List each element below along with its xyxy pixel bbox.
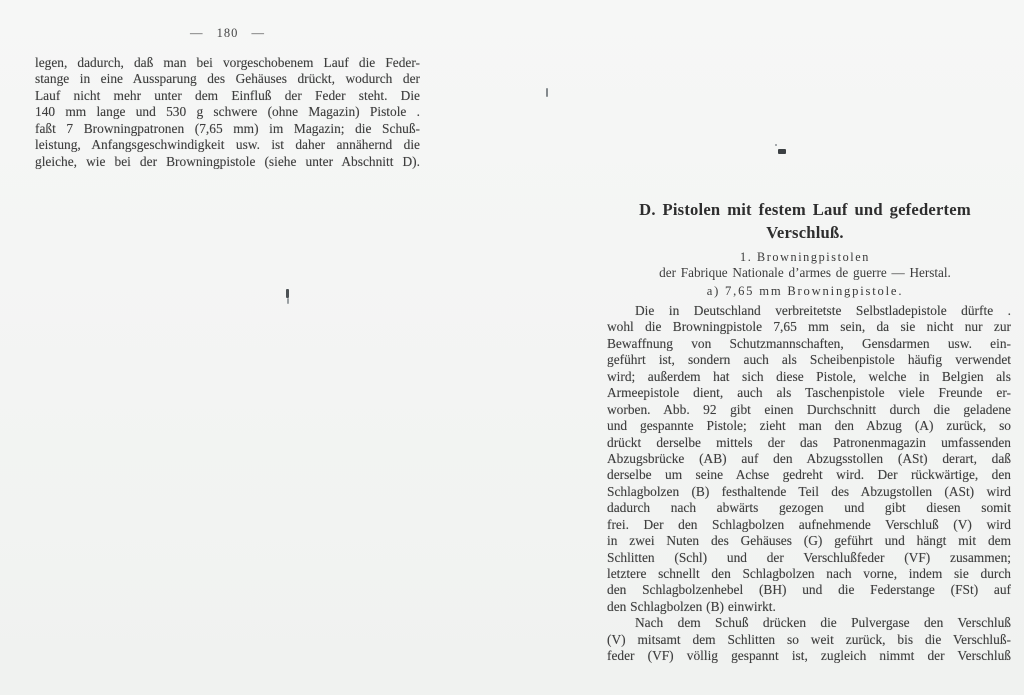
text-line: wohl die Browningpistole 7,65 mm sein, da sie nicht nur zur — [607, 319, 1011, 335]
right-page-body — [607, 303, 1011, 665]
text-line: dadurch nach abwärts gezogen und gibt diesen somit — [607, 500, 1011, 516]
text-line: den Schlagbolzen (B) einwirkt. — [607, 598, 776, 614]
section-heading-block — [598, 199, 1012, 300]
text-line: geführt ist, sondern auch als Scheibenpistole häufig verwendet — [607, 352, 1011, 368]
ink-speck — [287, 298, 289, 304]
text-line: und gespannte Pistole; zieht man den Abzug (A) zurück, so — [607, 418, 1011, 434]
text-line: den Schlagbolzenhebel (BH) und die Federstange (FSt) auf — [607, 582, 1011, 598]
text-line: Schlitten (Schl) und der Verschlußfeder (VF) zusammen; — [607, 549, 1011, 565]
left-page-paragraph — [35, 55, 420, 170]
text-line: faßt 7 Browningpatronen (7,65 mm) im Magazin; die Schuß- — [35, 120, 420, 136]
text-line: Bewaffnung von Schutzmannschaften, Gensdarmen usw. ein- — [607, 335, 1011, 351]
text-line: Die in Deutschland verbreitetste Selbstladepistole dürfte . — [635, 303, 1011, 318]
text-line: wird; außerdem hat sich diese Pistole, welche in Belgien als — [607, 368, 1011, 384]
text-line: in zwei Nuten des Gehäuses (G) geführt und hängt mit dem — [607, 533, 1011, 549]
text-line: stange in eine Aussparung des Gehäuses drückt, wodurch der — [35, 71, 420, 87]
text-line: Armeepistole dient, auch als Taschenpistole viele Freunde er- — [607, 385, 1011, 401]
text-line: gleiche, wie bei der Browningpistole (siehe unter Abschnitt D). — [35, 153, 420, 169]
text-line: Abzugsbrücke (AB) auf den Abzugsstollen (ASt) derart, daß — [607, 450, 1011, 466]
text-line: worben. Abb. 92 gibt einen Durchschnitt durch die geladene — [607, 401, 1011, 417]
text-line: feder (VF) völlig gespannt ist, zugleich nimmt der Verschluß — [607, 648, 1011, 664]
section-heading-line2: Verschluß. — [766, 222, 844, 242]
subheading-fabrique-nationale: der Fabrique Nationale d’armes de guerre — Herstal. — [659, 265, 951, 280]
text-line: letztere schnellt den Schlagbolzen nach vorne, indem sie durch — [607, 566, 1011, 581]
text-line: 140 mm lange und 530 g schwere (ohne Magazin) Pistole . — [35, 104, 420, 120]
section-heading-line1: D. Pistolen mit festem Lauf und gefedertem — [639, 200, 971, 219]
text-line: drückt derselbe mittels der das Patronenmagazin umfassenden — [607, 434, 1011, 450]
text-line: Nach dem Schuß drücken die Pulvergase den Verschluß — [635, 615, 1011, 631]
text-line: Lauf nicht mehr unter dem Einfluß der Feder steht. Die — [35, 87, 420, 103]
text-line: derselbe um seine Achse gedreht wird. Der rückwärtige, den — [607, 467, 1011, 483]
ink-speck — [286, 289, 289, 298]
subheading-765mm-browningpistole: a) 7,65 mm Browningpistole. — [706, 284, 904, 298]
subheading-browningpistolen: 1. Browningpistolen — [740, 250, 870, 264]
text-line: (V) mitsamt dem Schlitten so weit zurück, bis die Verschluß- — [607, 631, 1011, 647]
ink-speck — [546, 88, 548, 97]
text-line: leistung, Anfangsgeschwindigkeit usw. ist daher annähernd die — [35, 137, 420, 153]
page-number: — 180 — — [190, 26, 265, 40]
text-line: Schlagbolzen (B) festhaltende Teil des Abzugstollen (ASt) wird — [607, 483, 1011, 499]
text-line: legen, dadurch, daß man bei vorgeschobenem Lauf die Feder- — [35, 55, 420, 70]
ink-speck — [775, 144, 777, 146]
text-line: frei. Der den Schlagbolzen aufnehmende Verschluß (V) wird — [607, 516, 1011, 532]
ink-speck — [778, 149, 786, 154]
